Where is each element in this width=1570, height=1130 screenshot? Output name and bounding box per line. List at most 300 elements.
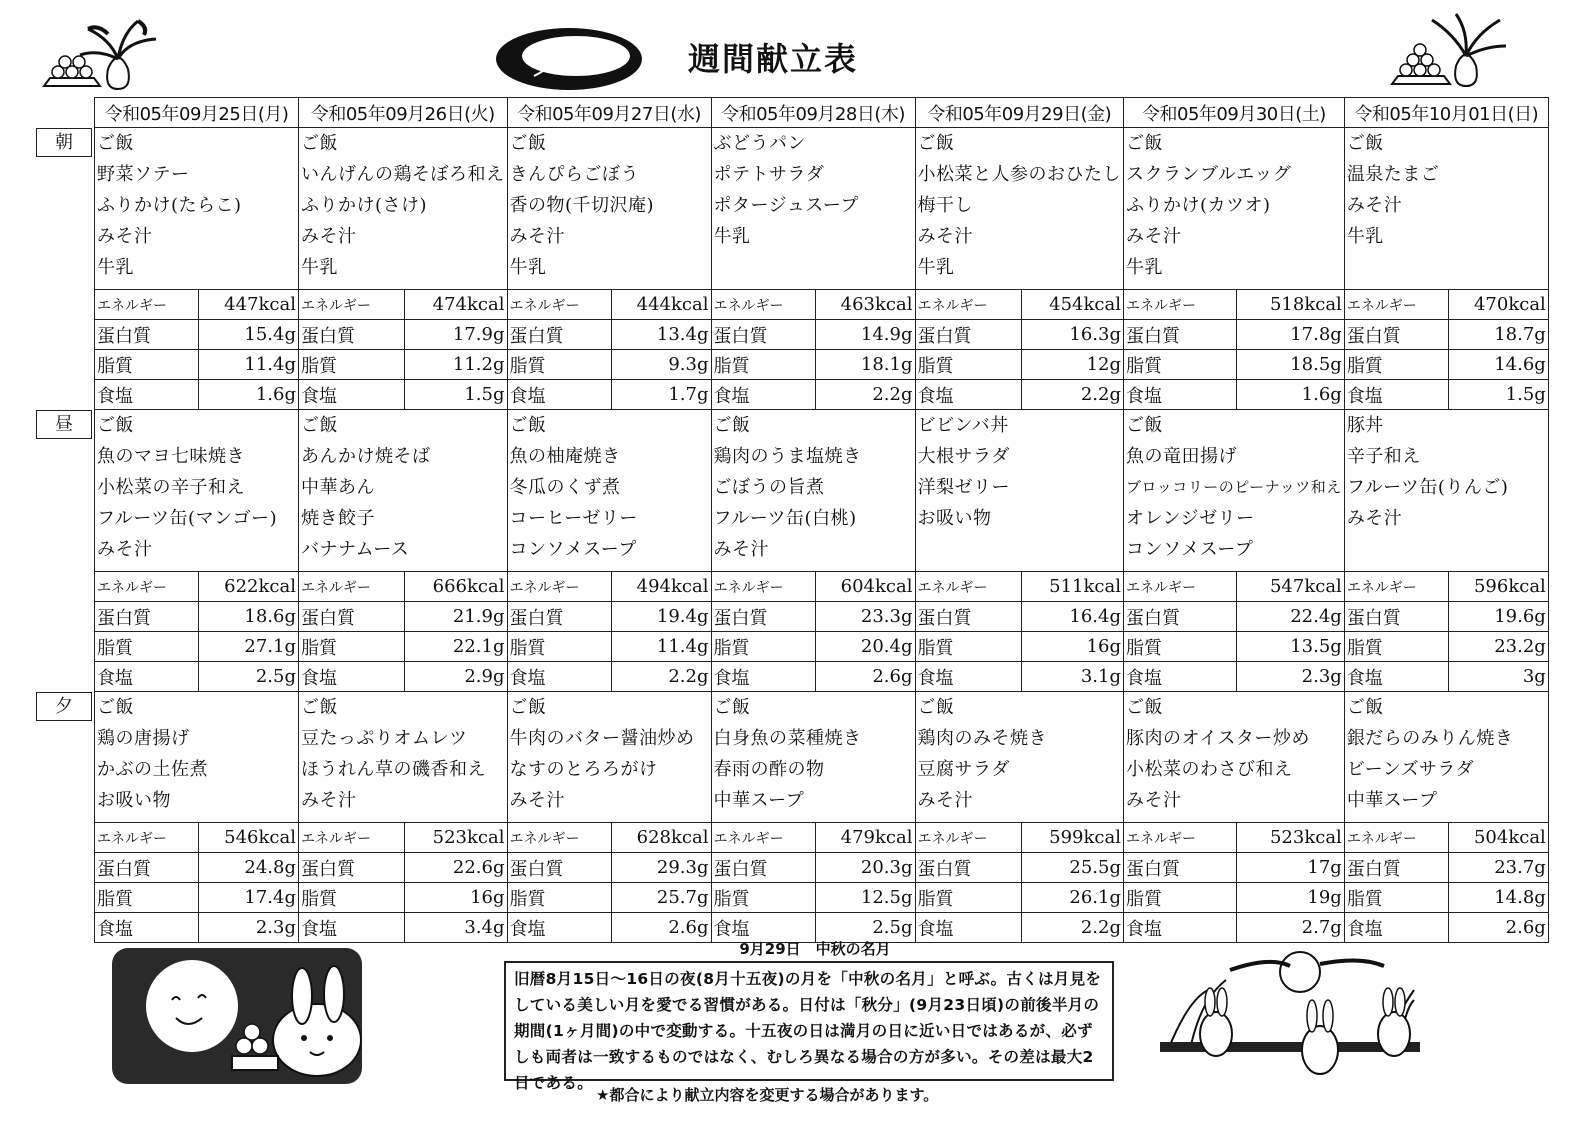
moon-viewing-dango-illustration (40, 14, 170, 94)
fat-value: 18.5g (1236, 350, 1344, 380)
lunch-dishes-cell (299, 410, 508, 572)
rabbit-moon-illustration (112, 948, 372, 1088)
salt-value: 2.6g (611, 913, 711, 943)
energy-value: 454kcal (1021, 290, 1123, 320)
energy-value: 596kcal (1448, 572, 1548, 602)
protein-value: 22.4g (1236, 602, 1344, 632)
energy-label: エネルギー (1344, 572, 1448, 602)
protein-label: 蛋白質 (711, 853, 815, 883)
breakfast-dishes-cell (1124, 128, 1345, 290)
fat-value: 26.1g (1021, 883, 1123, 913)
dish-item: 鶏の唐揚げ (97, 728, 190, 749)
energy-value: 628kcal (611, 823, 711, 853)
energy-value: 479kcal (815, 823, 915, 853)
protein-value: 18.6g (199, 602, 299, 632)
fat-label: 脂質 (1124, 350, 1237, 380)
lunch-dishes-cell (1344, 410, 1548, 572)
fat-label: 脂質 (95, 632, 199, 662)
salt-label: 食塩 (1124, 380, 1237, 410)
dish-item: 小松菜の辛子和え (97, 477, 245, 498)
salt-value: 1.6g (199, 380, 299, 410)
dish-item: 鶏肉のみそ焼き (917, 728, 1047, 749)
energy-label: エネルギー (711, 572, 815, 602)
dish-item: ポタージュスープ (713, 195, 859, 216)
moon-festival-caption: 9月29日 中秋の名月 (739, 940, 891, 958)
dish-item: 春雨の酢の物 (713, 759, 825, 780)
salt-value: 1.5g (1448, 380, 1548, 410)
protein-value: 17.9g (405, 320, 507, 350)
protein-label: 蛋白質 (915, 320, 1021, 350)
dish-item: ご飯 (301, 415, 338, 436)
dinner-dishes-cell (915, 692, 1124, 823)
protein-value: 22.6g (405, 853, 507, 883)
dish-item: みそ汁 (509, 226, 565, 247)
fat-value: 9.3g (611, 350, 711, 380)
energy-value: 523kcal (1236, 823, 1344, 853)
salt-value: 3.4g (405, 913, 507, 943)
protein-label: 蛋白質 (711, 602, 815, 632)
fat-label: 脂質 (915, 632, 1021, 662)
dish-item: 魚の竜田揚げ (1126, 446, 1237, 467)
salt-value: 2.2g (1021, 913, 1123, 943)
salt-value: 2.2g (815, 380, 915, 410)
dinner-dishes-cell (507, 692, 711, 823)
energy-label: エネルギー (711, 290, 815, 320)
energy-value: 463kcal (815, 290, 915, 320)
salt-label: 食塩 (1124, 913, 1237, 943)
dish-item: みそ汁 (301, 790, 357, 811)
dish-item: フルーツ缶(りんご) (1346, 477, 1509, 498)
dish-item: 梅干し (917, 195, 973, 216)
salt-label: 食塩 (915, 662, 1021, 692)
dish-item: 牛乳 (97, 257, 134, 278)
energy-value: 470kcal (1448, 290, 1548, 320)
fat-label: 脂質 (1344, 632, 1448, 662)
fat-label: 脂質 (95, 350, 199, 380)
dish-item: ビーンズサラダ (1346, 759, 1475, 780)
dish-item: オレンジゼリー (1126, 508, 1255, 529)
protein-label: 蛋白質 (1344, 320, 1448, 350)
fat-value: 18.1g (815, 350, 915, 380)
date-header: 令和05年09月26日(火) (299, 98, 508, 128)
dish-item: いんげんの鶏そぼろ和え (301, 164, 505, 185)
dish-item: バナナムース (301, 539, 410, 560)
energy-label: エネルギー (299, 572, 405, 602)
dish-item: ぶどうパン (713, 133, 806, 154)
salt-label: 食塩 (507, 380, 611, 410)
moon-festival-note: 旧暦8月15日～16日の夜(8月十五夜)の月を「中秋の名月」と呼ぶ。古くは月見をしている美しい月を愛でる習慣がある。日付は「秋分」(9月23日頃)の前後半月の期間(1ヶ月間)の中で変動する。十五夜の日は満月の日に近い日ではあるが、必ずしも両者は一致するものではなく、むしろ異なる場合の方が多い。その差は最大2日である。 (504, 961, 1114, 1081)
salt-value: 2.5g (199, 662, 299, 692)
fat-value: 16g (1021, 632, 1123, 662)
salt-value: 1.6g (1236, 380, 1344, 410)
energy-value: 604kcal (815, 572, 915, 602)
protein-value: 15.4g (199, 320, 299, 350)
protein-label: 蛋白質 (1124, 602, 1237, 632)
dish-item: ご飯 (97, 697, 134, 718)
protein-value: 16.3g (1021, 320, 1123, 350)
dish-item: ご飯 (97, 415, 134, 436)
dish-item: スクランブルエッグ (1126, 164, 1292, 185)
fat-value: 17.4g (199, 883, 299, 913)
salt-label: 食塩 (507, 662, 611, 692)
salt-label: 食塩 (95, 380, 199, 410)
fat-label: 脂質 (1344, 883, 1448, 913)
energy-value: 518kcal (1236, 290, 1344, 320)
dish-item: ご飯 (509, 133, 547, 154)
date-header: 令和05年09月29日(金) (915, 98, 1124, 128)
protein-value: 20.3g (815, 853, 915, 883)
dish-item: ご飯 (917, 133, 955, 154)
salt-label: 食塩 (915, 913, 1021, 943)
salt-value: 3.1g (1021, 662, 1123, 692)
dish-item: みそ汁 (301, 226, 357, 247)
dish-item: 小松菜と人参のおひたし (917, 164, 1121, 185)
energy-label: エネルギー (95, 823, 199, 853)
fat-label: 脂質 (507, 632, 611, 662)
salt-label: 食塩 (711, 913, 815, 943)
dish-item: ふりかけ(たらこ) (97, 195, 242, 216)
dish-item: 辛子和え (1346, 446, 1421, 467)
energy-label: エネルギー (95, 290, 199, 320)
fat-value: 22.1g (405, 632, 507, 662)
fat-value: 16g (405, 883, 507, 913)
dish-item: みそ汁 (1126, 226, 1182, 247)
salt-label: 食塩 (299, 913, 405, 943)
meal-label-text: 昼 (36, 410, 92, 439)
protein-value: 23.3g (815, 602, 915, 632)
breakfast-dishes-cell (1344, 128, 1548, 290)
moon-viewing-dango-illustration (1388, 10, 1528, 90)
dish-item: コンソメスープ (1126, 539, 1254, 560)
fat-label: 脂質 (299, 632, 405, 662)
protein-label: 蛋白質 (1124, 853, 1237, 883)
energy-label: エネルギー (915, 290, 1021, 320)
lunch-dishes-cell (507, 410, 711, 572)
fat-label: 脂質 (1124, 632, 1237, 662)
dish-item: 魚の柚庵焼き (509, 446, 621, 467)
salt-label: 食塩 (299, 380, 405, 410)
protein-value: 19.6g (1448, 602, 1548, 632)
salt-value: 2.7g (1236, 913, 1344, 943)
protein-value: 21.9g (405, 602, 507, 632)
dinner-dishes-cell (1344, 692, 1548, 823)
dish-item: みそ汁 (97, 226, 153, 247)
salt-label: 食塩 (711, 380, 815, 410)
dinner-dishes-cell (95, 692, 299, 823)
dinner-dishes-cell (711, 692, 915, 823)
salt-label: 食塩 (507, 913, 611, 943)
meal-label-text: 夕 (36, 692, 92, 721)
salt-label: 食塩 (1344, 662, 1448, 692)
dish-item: 鶏肉のうま塩焼き (713, 446, 862, 467)
protein-label: 蛋白質 (915, 602, 1021, 632)
fat-value: 11.4g (199, 350, 299, 380)
dish-item: ご飯 (1126, 415, 1163, 436)
dish-item: ご飯 (1126, 133, 1163, 154)
dish-item: コンソメスープ (509, 539, 637, 560)
lunch-dishes-cell (915, 410, 1124, 572)
energy-value: 622kcal (199, 572, 299, 602)
energy-value: 444kcal (611, 290, 711, 320)
fat-value: 12.5g (815, 883, 915, 913)
table-corner (30, 98, 95, 128)
energy-value: 474kcal (405, 290, 507, 320)
energy-label: エネルギー (299, 290, 405, 320)
date-header: 令和05年09月27日(水) (507, 98, 711, 128)
dish-item: みそ汁 (917, 226, 973, 247)
dish-item: ご飯 (1346, 133, 1384, 154)
protein-value: 14.9g (815, 320, 915, 350)
dish-item: 冬瓜のくず煮 (509, 477, 621, 498)
fat-label: 脂質 (299, 883, 405, 913)
dinner-dishes-cell (1124, 692, 1345, 823)
dish-item: 小松菜のわさび和え (1126, 759, 1293, 780)
breakfast-dishes-cell (915, 128, 1124, 290)
protein-value: 24.8g (199, 853, 299, 883)
dish-item: ご飯 (301, 133, 338, 154)
breakfast-dishes-cell (299, 128, 508, 290)
protein-value: 17g (1236, 853, 1344, 883)
rabbits-moon-viewing-illustration (1160, 950, 1420, 1080)
protein-label: 蛋白質 (95, 602, 199, 632)
energy-label: エネルギー (1344, 290, 1448, 320)
dish-item: 野菜ソテー (97, 164, 190, 185)
protein-label: 蛋白質 (711, 320, 815, 350)
dish-item: みそ汁 (713, 539, 769, 560)
energy-label: エネルギー (1124, 823, 1237, 853)
energy-label: エネルギー (711, 823, 815, 853)
energy-value: 447kcal (199, 290, 299, 320)
dish-item: ふりかけ(カツオ) (1126, 195, 1271, 216)
protein-value: 19.4g (611, 602, 711, 632)
energy-value: 494kcal (611, 572, 711, 602)
dish-item: 魚のマヨ七味焼き (97, 446, 245, 467)
protein-label: 蛋白質 (507, 320, 611, 350)
salt-value: 1.7g (611, 380, 711, 410)
energy-value: 547kcal (1236, 572, 1344, 602)
fat-label: 脂質 (711, 350, 815, 380)
protein-label: 蛋白質 (299, 320, 405, 350)
dish-item: 焼き餃子 (301, 508, 375, 529)
dish-item: 白身魚の菜種焼き (713, 728, 862, 749)
dish-item: みそ汁 (1346, 508, 1403, 529)
meal-label-text: 朝 (36, 128, 92, 157)
dish-item: コーヒーゼリー (509, 508, 638, 529)
dish-item: 豆腐サラダ (917, 759, 1010, 780)
protein-label: 蛋白質 (299, 853, 405, 883)
salt-value: 3g (1448, 662, 1548, 692)
change-notice: ★都合により献立内容を変更する場合があります。 (596, 1086, 939, 1104)
energy-label: エネルギー (1124, 572, 1237, 602)
dish-item: 牛乳 (917, 257, 955, 278)
fat-value: 27.1g (199, 632, 299, 662)
meal-label-breakfast (30, 128, 95, 410)
fat-value: 19g (1236, 883, 1344, 913)
meal-label-lunch (30, 410, 95, 692)
salt-label: 食塩 (299, 662, 405, 692)
dish-item: 牛乳 (1346, 226, 1384, 247)
fat-value: 11.4g (611, 632, 711, 662)
salt-value: 2.3g (199, 913, 299, 943)
salt-label: 食塩 (711, 662, 815, 692)
salt-label: 食塩 (95, 662, 199, 692)
date-header: 令和05年09月30日(土) (1124, 98, 1345, 128)
dish-item: 牛乳 (713, 226, 751, 247)
energy-value: 523kcal (405, 823, 507, 853)
lunch-dishes-cell (1124, 410, 1345, 572)
dish-item: なすのとろろがけ (509, 759, 658, 780)
lunch-dishes-cell (711, 410, 915, 572)
fat-value: 14.6g (1448, 350, 1548, 380)
salt-label: 食塩 (1344, 380, 1448, 410)
fat-value: 13.5g (1236, 632, 1344, 662)
energy-label: エネルギー (95, 572, 199, 602)
dish-item: 温泉たまご (1346, 164, 1440, 185)
salt-value: 2.2g (611, 662, 711, 692)
energy-value: 666kcal (405, 572, 507, 602)
protein-value: 23.7g (1448, 853, 1548, 883)
fat-value: 20.4g (815, 632, 915, 662)
protein-label: 蛋白質 (507, 602, 611, 632)
salt-label: 食塩 (95, 913, 199, 943)
protein-label: 蛋白質 (915, 853, 1021, 883)
energy-label: エネルギー (507, 823, 611, 853)
dish-item: お吸い物 (97, 790, 171, 811)
dinner-dishes-cell (299, 692, 508, 823)
dish-item: 牛肉のバター醤油炒め (509, 728, 695, 749)
energy-label: エネルギー (299, 823, 405, 853)
full-moon-icon (494, 26, 644, 92)
fat-label: 脂質 (507, 883, 611, 913)
dish-item: 牛乳 (1126, 257, 1163, 278)
dish-item: ほうれん草の磯香和え (301, 759, 486, 780)
fat-label: 脂質 (507, 350, 611, 380)
energy-label: エネルギー (1344, 823, 1448, 853)
fat-label: 脂質 (1344, 350, 1448, 380)
fat-value: 12g (1021, 350, 1123, 380)
energy-value: 504kcal (1448, 823, 1548, 853)
energy-label: エネルギー (1124, 290, 1237, 320)
protein-label: 蛋白質 (95, 853, 199, 883)
dish-item: ご飯 (1346, 697, 1384, 718)
energy-value: 599kcal (1021, 823, 1123, 853)
dish-item: みそ汁 (509, 790, 565, 811)
dish-item: 豚肉のオイスター炒め (1126, 728, 1310, 749)
lunch-dishes-cell (95, 410, 299, 572)
dish-item: 中華スープ (1346, 790, 1438, 811)
salt-value: 2.3g (1236, 662, 1344, 692)
fat-value: 11.2g (405, 350, 507, 380)
fat-label: 脂質 (711, 632, 815, 662)
dish-item: 銀だらのみりん焼き (1346, 728, 1514, 749)
salt-value: 2.6g (815, 662, 915, 692)
dish-item: ごぼうの旨煮 (713, 477, 825, 498)
salt-label: 食塩 (915, 380, 1021, 410)
salt-label: 食塩 (1344, 913, 1448, 943)
energy-label: エネルギー (915, 823, 1021, 853)
energy-label: エネルギー (915, 572, 1021, 602)
fat-label: 脂質 (95, 883, 199, 913)
weekly-menu-table (30, 97, 1549, 943)
protein-label: 蛋白質 (1124, 320, 1237, 350)
dish-item: 洋梨ゼリー (917, 477, 1010, 498)
breakfast-dishes-cell (711, 128, 915, 290)
dish-item: ご飯 (509, 415, 547, 436)
page-title: 週間献立表 (688, 40, 859, 78)
meal-label-dinner (30, 692, 95, 943)
dish-item: 香の物(千切沢庵) (509, 195, 655, 216)
dish-item: ふりかけ(さけ) (301, 195, 428, 216)
date-header: 令和05年10月01日(日) (1344, 98, 1548, 128)
protein-label: 蛋白質 (507, 853, 611, 883)
dish-item: ご飯 (509, 697, 547, 718)
energy-value: 546kcal (199, 823, 299, 853)
date-header: 令和05年09月28日(木) (711, 98, 915, 128)
dish-item: フルーツ缶(白桃) (713, 508, 857, 529)
dish-item: ご飯 (917, 697, 955, 718)
protein-value: 17.8g (1236, 320, 1344, 350)
dish-item: みそ汁 (1126, 790, 1182, 811)
dish-item: 豆たっぷりオムレツ (301, 728, 468, 749)
energy-value: 511kcal (1021, 572, 1123, 602)
dish-item: 中華あん (301, 477, 375, 498)
energy-label: エネルギー (507, 572, 611, 602)
dish-item: ご飯 (1126, 697, 1163, 718)
dish-item: 中華スープ (713, 790, 805, 811)
protein-value: 13.4g (611, 320, 711, 350)
dish-item: 牛乳 (509, 257, 547, 278)
salt-value: 2.9g (405, 662, 507, 692)
dish-item: きんぴらごぼう (509, 164, 639, 185)
fat-label: 脂質 (915, 350, 1021, 380)
energy-label: エネルギー (507, 290, 611, 320)
protein-label: 蛋白質 (95, 320, 199, 350)
salt-value: 2.5g (815, 913, 915, 943)
dish-item: ブロッコリーのピーナッツ和え (1126, 478, 1342, 496)
protein-value: 29.3g (611, 853, 711, 883)
fat-label: 脂質 (1124, 883, 1237, 913)
dish-item: あんかけ焼そば (301, 446, 431, 467)
dish-item: ご飯 (713, 697, 751, 718)
fat-label: 脂質 (299, 350, 405, 380)
dish-item: 大根サラダ (917, 446, 1010, 467)
dish-item: みそ汁 (917, 790, 973, 811)
protein-label: 蛋白質 (1344, 602, 1448, 632)
breakfast-dishes-cell (507, 128, 711, 290)
salt-label: 食塩 (1124, 662, 1237, 692)
dish-item: みそ汁 (1346, 195, 1403, 216)
fat-value: 25.7g (611, 883, 711, 913)
dish-item: お吸い物 (917, 508, 992, 529)
dish-item: みそ汁 (97, 539, 153, 560)
fat-label: 脂質 (915, 883, 1021, 913)
dish-item: かぶの土佐煮 (97, 759, 208, 780)
breakfast-dishes-cell (95, 128, 299, 290)
fat-value: 14.8g (1448, 883, 1548, 913)
protein-value: 25.5g (1021, 853, 1123, 883)
dish-item: ご飯 (713, 415, 751, 436)
protein-label: 蛋白質 (299, 602, 405, 632)
salt-value: 2.2g (1021, 380, 1123, 410)
dish-item: ビビンバ丼 (917, 415, 1009, 436)
dish-item: ポテトサラダ (713, 164, 825, 185)
dish-item: フルーツ缶(マンゴー) (97, 508, 278, 529)
protein-value: 16.4g (1021, 602, 1123, 632)
fat-label: 脂質 (711, 883, 815, 913)
dish-item: 牛乳 (301, 257, 338, 278)
dish-item: ご飯 (97, 133, 134, 154)
fat-value: 23.2g (1448, 632, 1548, 662)
